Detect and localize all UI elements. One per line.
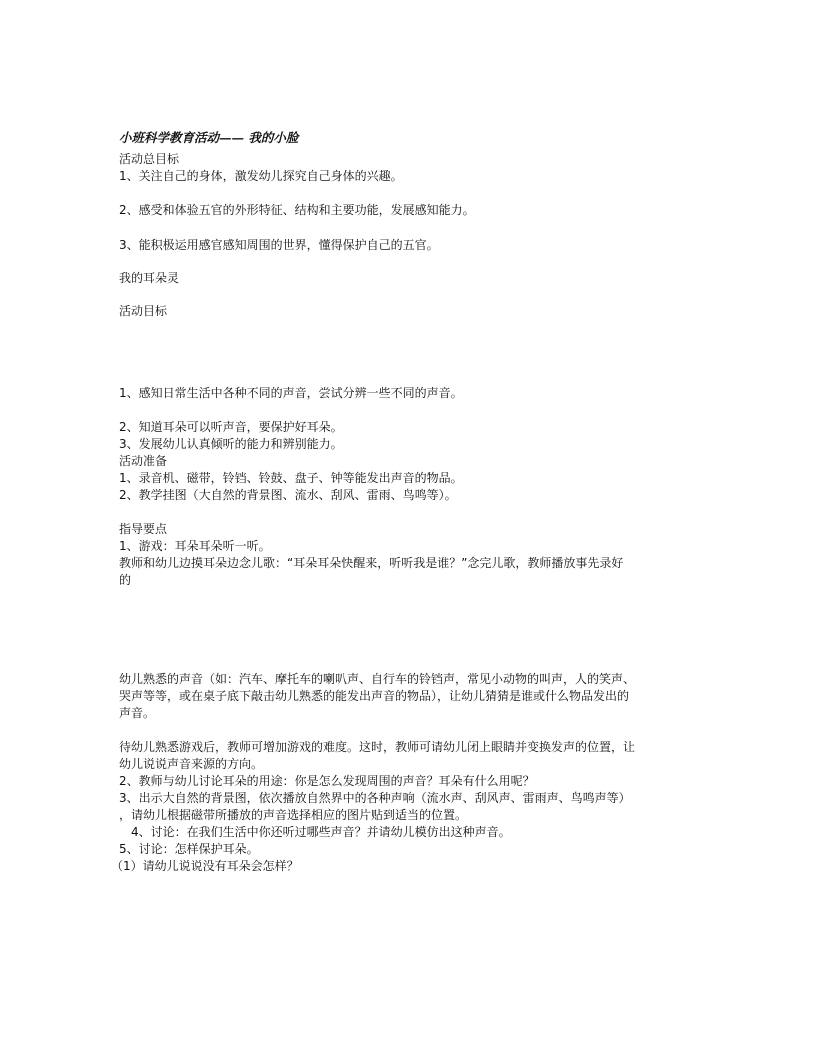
text-line: 5、讨论：怎样保护耳朵。 <box>119 842 259 856</box>
text-line: 3、能积极运用感官感知周围的世界，懂得保护自己的五官。 <box>119 238 439 252</box>
text-line: 1、感知日常生活中各种不同的声音，尝试分辨一些不同的声音。 <box>119 386 463 400</box>
text-line: 哭声等等，或在桌子底下敲击幼儿熟悉的能发出声音的物品），让幼儿猜猜是谁或什么物品发出的 <box>119 689 630 703</box>
text-line: 2、教学挂图（大自然的背景图、流水、刮风、雷雨、鸟鸣等）。 <box>119 488 457 502</box>
document-title: 小班科学教育活动—— 我的小脸 <box>119 130 299 145</box>
text-line: 幼儿熟悉的声音（如：汽车、摩托车的喇叭声、自行车的铃铛声，常见小动物的叫声，人的笑声、 <box>119 672 636 686</box>
text-line: 幼儿说说声音来源的方向。 <box>119 757 264 771</box>
text-line: 的 <box>119 573 132 587</box>
text-line: 待幼儿熟悉游戏后，教师可增加游戏的难度。这时，教师可请幼儿闭上眼睛并变换发声的位置，让 <box>119 740 636 754</box>
text-line: 2、感受和体验五官的外形特征、结构和主要功能，发展感知能力。 <box>119 203 475 217</box>
text-line: 2、知道耳朵可以听声音，要保护好耳朵。 <box>119 420 343 434</box>
text-line: 声音。 <box>119 706 156 720</box>
heading-activity-goals: 活动目标 <box>119 304 168 318</box>
text-line: （1）请幼儿说说没有耳朵会怎样？ <box>111 859 299 873</box>
heading-guidance: 指导要点 <box>119 522 168 536</box>
text-line: ，请幼儿根据磁带所播放的声音选择相应的图片贴到适当的位置。 <box>119 808 468 822</box>
text-line: 3、出示大自然的背景图，依次播放自然界中的各种声响（流水声、刮风声、雷雨声、鸟鸣声等） <box>119 791 631 805</box>
text-line: 3、发展幼儿认真倾听的能力和辨别能力。 <box>119 437 343 451</box>
text-line: 1、录音机、磁带，铃铛、铃鼓、盘子、钟等能发出声音的物品。 <box>119 471 463 485</box>
text-line: 1、游戏：耳朵耳朵听一听。 <box>119 539 271 553</box>
text-line: 教师和幼儿边摸耳朵边念儿歌：“耳朵耳朵快醒来，听听我是谁？”念完儿歌，教师播放事先录好 <box>119 556 624 570</box>
text-line: 2、教师与幼儿讨论耳朵的用途：你是怎么发现周围的声音？耳朵有什么用呢？ <box>119 774 535 788</box>
heading-overall-goals: 活动总目标 <box>119 152 180 166</box>
text-line: 4、讨论：在我们生活中你还听过哪些声音？并请幼儿模仿出这种声音。 <box>131 825 511 839</box>
heading-my-ears: 我的耳朵灵 <box>119 271 180 285</box>
heading-activity-prep: 活动准备 <box>119 454 168 468</box>
text-line: 1、关注自己的身体，激发幼儿探究自己身体的兴趣。 <box>119 169 403 183</box>
